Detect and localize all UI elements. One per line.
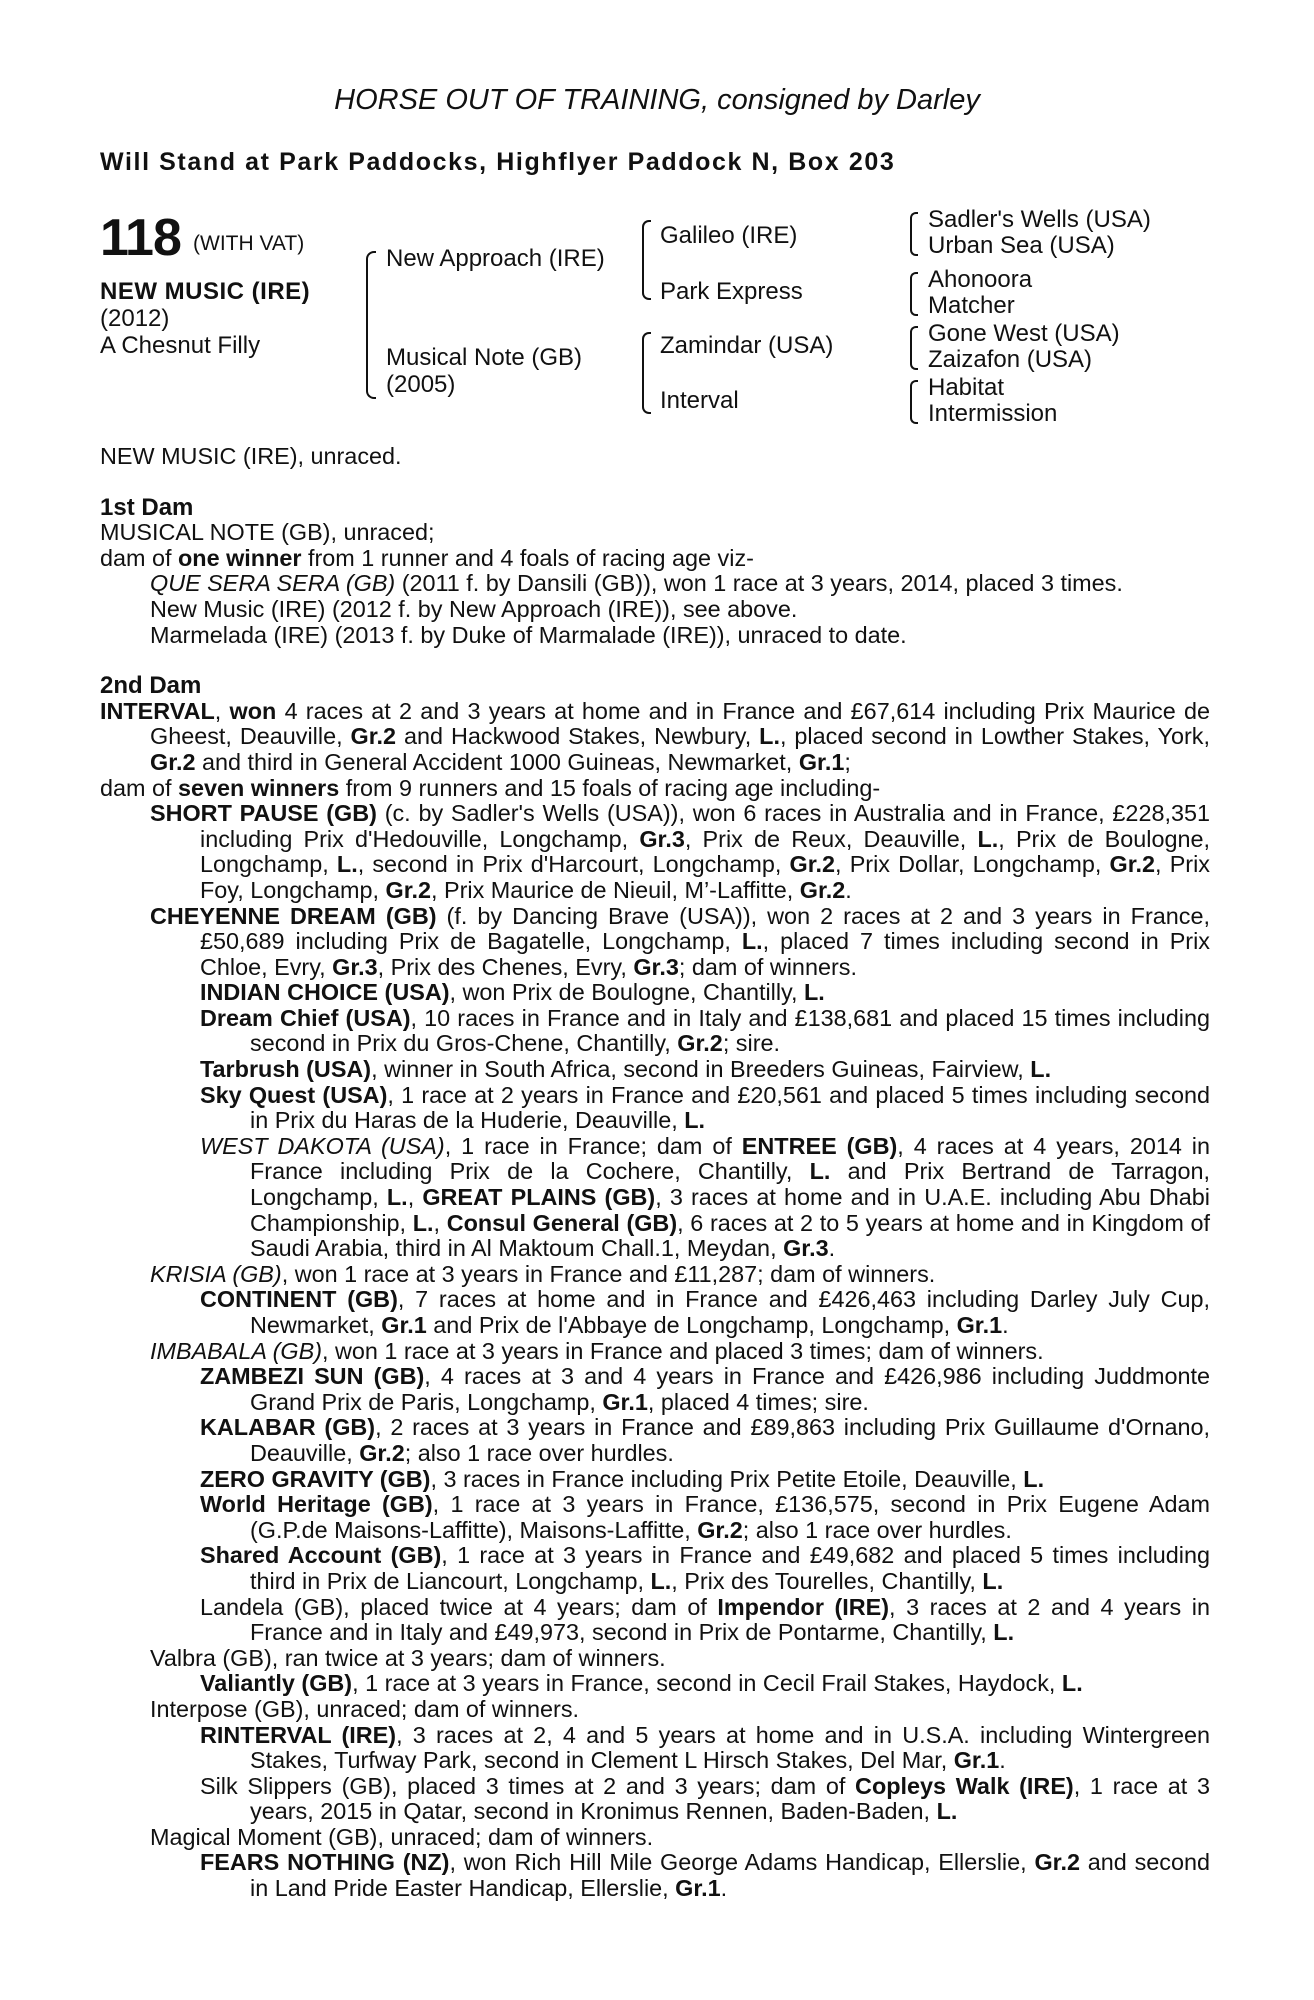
pedigree-g3: Ahonoora xyxy=(928,266,1033,293)
pedigree-brace xyxy=(910,380,918,424)
list-item: Valiantly (GB), 1 race at 3 years in France, second in Cecil Frail Stakes, Haydock, L. xyxy=(200,1670,1083,1697)
list-item: KRISIA (GB), won 1 race at 3 years in France and £11,287; dam of winners. xyxy=(150,1260,936,1287)
pedigree-dam: Musical Note (GB) xyxy=(386,344,583,371)
list-item: WEST DAKOTA (USA), 1 race in France; dam of ENTREE (GB), 4 races at 4 years, 2014 in France including Prix de la Cochere, Chantilly, L. and Prix Bertrand de Tarragon, Longchamp, L., GREAT PLAINS (GB), 3 races at home and in U.A.E. including Abu Dhabi Championship, L., Consul General (GB), 6 races at 2 to 5 years at home and in Kingdom of Saudi Arabia, third in Al Maktoum Chall.1, Meydan, Gr.3. xyxy=(200,1132,1211,1262)
list-item: Interpose (GB), unraced; dam of winners. xyxy=(150,1695,580,1722)
pedigree-g7: Habitat xyxy=(928,374,1005,401)
pedigree-g1: Sadler's Wells (USA) xyxy=(928,206,1151,233)
dam-paragraph: INTERVAL, won 4 races at 2 and 3 years at home and in France and £67,614 including Prix Maurice de Gheest, Deauville, Gr.2 and Hackwood Stakes, Newbury, L., placed second in Lowther Stakes, York, Gr.2 and third in General Accident 1000 Guineas, Newmarket, Gr.1; xyxy=(100,697,1211,775)
list-item: New Music (IRE) (2012 f. by New Approach (IRE)), see above. xyxy=(150,595,798,622)
pedigree-brace xyxy=(910,272,918,316)
list-item: Marmelada (IRE) (2013 f. by Duke of Marmalade (IRE)), unraced to date. xyxy=(150,621,907,648)
pedigree-sire-sire: Galileo (IRE) xyxy=(660,222,798,249)
list-item: INDIAN CHOICE (USA), won Prix de Boulogne, Chantilly, L. xyxy=(200,979,825,1006)
lot-number: 118 xyxy=(100,209,181,267)
list-item: IMBABALA (GB), won 1 race at 3 years in France and placed 3 times; dam of winners. xyxy=(150,1337,1044,1364)
horse-year: (2012) xyxy=(100,305,170,332)
catalogue-body xyxy=(100,444,1210,1902)
pedigree-brace xyxy=(642,332,651,414)
second-dam-heading: 2nd Dam xyxy=(100,672,202,700)
pedigree-sire-dam: Park Express xyxy=(660,278,803,305)
list-item: ZAMBEZI SUN (GB), 4 races at 3 and 4 years in France and £426,986 including Juddmonte Grand Prix de Paris, Longchamp, Gr.1, placed 4 times; sire. xyxy=(200,1363,1210,1415)
pedigree-dam-year: (2005) xyxy=(386,371,456,398)
list-item: Tarbrush (USA), winner in South Africa, second in Breeders Guineas, Fairview, L. xyxy=(200,1056,1052,1083)
dam-paragraph: dam of seven winners from 9 runners and 15 foals of racing age including- xyxy=(100,774,881,801)
pedigree-g8: Intermission xyxy=(928,400,1058,427)
pedigree-dam-sire: Zamindar (USA) xyxy=(660,332,834,359)
pedigree-g6: Zaizafon (USA) xyxy=(928,346,1093,373)
first-dam-heading: 1st Dam xyxy=(100,493,194,521)
list-item: QUE SERA SERA (GB) (2011 f. by Dansili (GB)), won 1 race at 3 years, 2014, placed 3 times. xyxy=(150,570,1123,597)
pedigree-dam-dam: Interval xyxy=(660,387,739,414)
list-item: Silk Slippers (GB), placed 3 times at 2 and 3 years; dam of Copleys Walk (IRE), 1 race at 3 years, 2015 in Qatar, second in Kronimus Rennen, Baden-Baden, L. xyxy=(200,1772,1210,1825)
stand-location: Will Stand at Park Paddocks, Highflyer Paddock N, Box 203 xyxy=(100,148,896,176)
pedigree-g4: Matcher xyxy=(928,292,1015,319)
pedigree-brace xyxy=(642,220,651,300)
dam-paragraph: MUSICAL NOTE (GB), unraced; xyxy=(100,519,435,546)
intro-line: NEW MUSIC (IRE), unraced. xyxy=(100,443,402,469)
list-item: Sky Quest (USA), 1 race at 2 years in France and £20,561 and placed 5 times including second in Prix du Haras de la Huderie, Deauville, L. xyxy=(200,1081,1210,1134)
vat-note: (WITH VAT) xyxy=(193,232,305,255)
list-item: CHEYENNE DREAM (GB) (f. by Dancing Brave (USA)), won 2 races at 2 and 3 years in France, £50,689 including Prix de Bagatelle, Longchamp, L., placed 7 times including second in Prix Chloe, Evry, Gr.3, Prix des Chenes, Evry, Gr.3; dam of winners. xyxy=(150,902,1210,980)
pedigree-sire: New Approach (IRE) xyxy=(386,245,605,272)
list-item: CONTINENT (GB), 7 races at home and in France and £426,463 including Darley July Cup, Newmarket, Gr.1 and Prix de l'Abbaye de Longchamp, Longchamp, Gr.1. xyxy=(200,1286,1211,1338)
list-item: Landela (GB), placed twice at 4 years; dam of Impendor (IRE), 3 races at 2 and 4 years in France and in Italy and £49,973, second in Prix de Pontarme, Chantilly, L. xyxy=(200,1593,1210,1646)
list-item: RINTERVAL (IRE), 3 races at 2, 4 and 5 years at home and in U.S.A. including Wintergreen Stakes, Turfway Park, second in Clement L Hirsch Stakes, Del Mar, Gr.1. xyxy=(200,1721,1210,1774)
list-item: KALABAR (GB), 2 races at 3 years in France and £89,863 including Prix Guillaume d'Ornano, Deauville, Gr.2; also 1 race over hurdles. xyxy=(200,1414,1210,1466)
horse-name: NEW MUSIC (IRE) xyxy=(100,278,311,305)
list-item: Magical Moment (GB), unraced; dam of winners. xyxy=(150,1823,654,1850)
pedigree-g2: Urban Sea (USA) xyxy=(928,232,1115,259)
list-item: ZERO GRAVITY (GB), 3 races in France including Prix Petite Etoile, Deauville, L. xyxy=(200,1465,1045,1492)
pedigree-brace xyxy=(910,326,918,370)
list-item: World Heritage (GB), 1 race at 3 years in France, £136,575, second in Prix Eugene Adam (G.P.de Maisons-Laffitte), Maisons-Laffitte, Gr.2; also 1 race over hurdles. xyxy=(200,1491,1211,1543)
horse-description: A Chesnut Filly xyxy=(100,332,261,359)
list-item: SHORT PAUSE (GB) (c. by Sadler's Wells (USA)), won 6 races in Australia and in France, £228,351 including Prix d'Hedouville, Longchamp, Gr.3, Prix de Reux, Deauville, L., Prix de Boulogne, Longchamp, L., second in Prix d'Harcourt, Longchamp, Gr.2, Prix Dollar, Longchamp, Gr.2, Prix Foy, Longchamp, Gr.2, Prix Maurice de Nieuil, M’-Laffitte, Gr.2. xyxy=(150,800,1211,903)
list-item: Dream Chief (USA), 10 races in France and in Italy and £138,681 and placed 15 times including second in Prix du Gros-Chene, Chantilly, Gr.2; sire. xyxy=(200,1004,1210,1057)
dam-paragraph: dam of one winner from 1 runner and 4 foals of racing age viz- xyxy=(100,544,754,571)
list-item: FEARS NOTHING (NZ), won Rich Hill Mile George Adams Handicap, Ellerslie, Gr.2 and second in Land Pride Easter Handicap, Ellerslie, Gr.1. xyxy=(200,1849,1210,1902)
list-item: Valbra (GB), ran twice at 3 years; dam of winners. xyxy=(150,1644,666,1671)
list-item: Shared Account (GB), 1 race at 3 years in France and £49,682 and placed 5 times including third in Prix de Liancourt, Longchamp, L., Prix des Tourelles, Chantilly, L. xyxy=(200,1542,1210,1594)
pedigree-g5: Gone West (USA) xyxy=(928,320,1120,347)
pedigree-brace xyxy=(366,251,376,399)
page-title: HORSE OUT OF TRAINING, consigned by Darley xyxy=(334,84,980,116)
pedigree-brace xyxy=(910,212,918,256)
